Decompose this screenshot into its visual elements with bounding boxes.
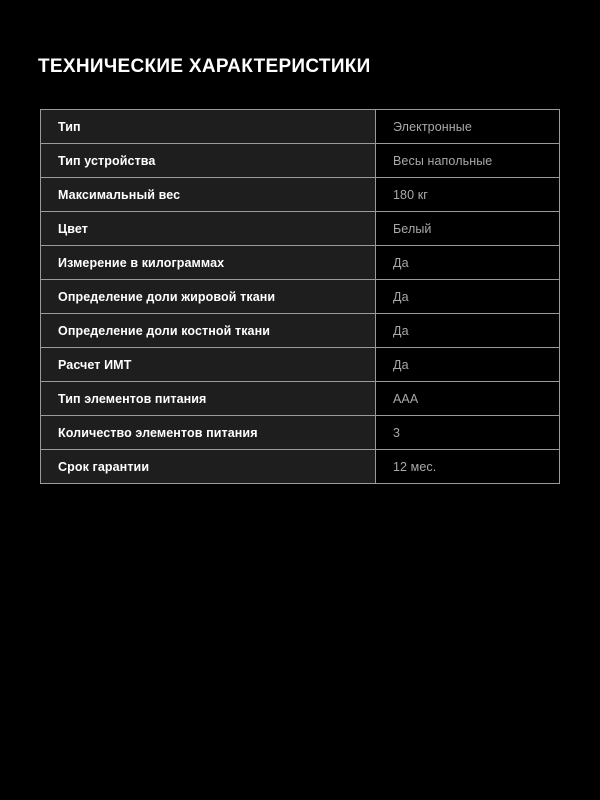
table-row [41, 450, 560, 484]
spec-label: Цвет [41, 212, 376, 246]
table-row [41, 212, 560, 246]
table-row [41, 416, 560, 450]
specifications-table [40, 109, 560, 484]
spec-value: 3 [376, 416, 560, 450]
table-row [41, 144, 560, 178]
table-row [41, 348, 560, 382]
spec-label: Расчет ИМТ [41, 348, 376, 382]
table-row [41, 246, 560, 280]
spec-label: Срок гарантии [41, 450, 376, 484]
spec-value: Белый [376, 212, 560, 246]
spec-label: Определение доли жировой ткани [41, 280, 376, 314]
spec-label: Максимальный вес [41, 178, 376, 212]
spec-value: Да [376, 348, 560, 382]
spec-value: 12 мес. [376, 450, 560, 484]
table-row [41, 314, 560, 348]
spec-label: Тип устройства [41, 144, 376, 178]
spec-label: Измерение в килограммах [41, 246, 376, 280]
spec-label: Определение доли костной ткани [41, 314, 376, 348]
table-row [41, 178, 560, 212]
spec-value: Да [376, 314, 560, 348]
spec-value: Весы напольные [376, 144, 560, 178]
spec-value: Да [376, 280, 560, 314]
spec-label: Тип [41, 110, 376, 144]
table-row [41, 280, 560, 314]
spec-label: Тип элементов питания [41, 382, 376, 416]
spec-value: AAA [376, 382, 560, 416]
spec-value: Электронные [376, 110, 560, 144]
specifications-table-body [41, 110, 560, 484]
table-row [41, 110, 560, 144]
page-title: ТЕХНИЧЕСКИЕ ХАРАКТЕРИСТИКИ [38, 55, 371, 77]
table-row [41, 382, 560, 416]
spec-value: 180 кг [376, 178, 560, 212]
specifications-table-container [40, 109, 559, 484]
spec-label: Количество элементов питания [41, 416, 376, 450]
spec-value: Да [376, 246, 560, 280]
